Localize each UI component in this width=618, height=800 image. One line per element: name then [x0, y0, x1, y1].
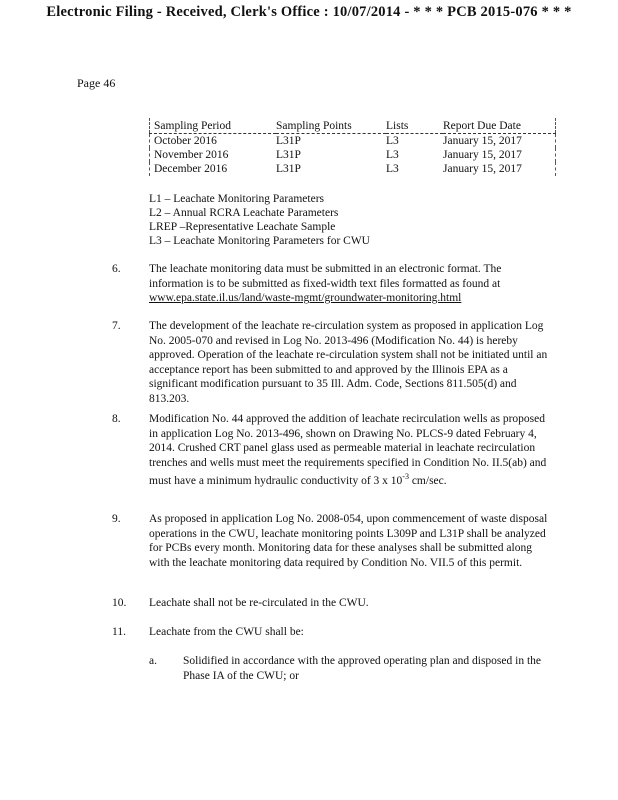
condition-number: 8.	[112, 413, 121, 425]
table-row	[150, 162, 556, 176]
column-header: Sampling Points	[276, 118, 386, 134]
legend-item: L2 – Annual RCRA Leachate Parameters	[149, 207, 339, 219]
condition-text	[149, 262, 549, 306]
subcondition-text: Solidified in accordance with the approved operating plan and disposed in the Phase IA of the CWU; or	[183, 655, 541, 682]
condition-tail: cm/sec.	[408, 475, 447, 488]
condition-body: The leachate monitoring data must be submitted in an electronic format. The information is to be submitted as fixed-width text files formatted as found at	[149, 263, 502, 290]
condition-number: 7.	[112, 320, 121, 332]
table-cell: L3	[386, 149, 399, 161]
parameter-legend	[149, 192, 370, 248]
column-header: Sampling Period	[150, 118, 277, 134]
column-header: Lists	[386, 118, 443, 134]
condition-text: Leachate from the CWU shall be:	[149, 626, 304, 638]
sampling-schedule-table	[149, 118, 556, 176]
table-cell: January 15, 2017	[443, 149, 522, 161]
table-cell: October 2016	[154, 135, 217, 147]
condition-body: Modification No. 44 approved the addition of leachate recirculation wells as proposed in application Log No. 2013-496, shown on Drawing No. PLCS-9 dated February 4, 2014. Crushed CRT panel glass used as permeable material in leachate recirculation trenches and wells must meet the requirements specified in Condition No. II.5(ab) and must have a minimum hydraulic conductivity of 3 x 10	[149, 413, 547, 488]
table-header-row	[150, 118, 556, 134]
table-cell: L31P	[276, 149, 301, 161]
table-cell: January 15, 2017	[443, 135, 522, 147]
condition-number: 11.	[112, 626, 126, 638]
table-cell: L3	[386, 163, 399, 175]
table-cell: November 2016	[154, 149, 229, 161]
exponent: -3	[402, 472, 409, 482]
legend-item: L3 – Leachate Monitoring Parameters for CWU	[149, 235, 370, 247]
condition-number: 10.	[112, 597, 127, 609]
column-header: Report Due Date	[443, 118, 556, 134]
condition-text: As proposed in application Log No. 2008-054, upon commencement of waste disposal operations in the CWU, leachate monitoring points L309P and L31P shall be analyzed for PCBs every month. Monitoring data for these analyses shall be submitted along with the leachate monitoring data required by Condition No. VII.5 of this permit.	[149, 513, 548, 569]
condition-number: 9.	[112, 513, 121, 525]
legend-item: LREP –Representative Leachate Sample	[149, 221, 336, 233]
page-number: Page 46	[77, 76, 116, 90]
table-cell: December 2016	[154, 163, 228, 175]
table-cell: January 15, 2017	[443, 163, 522, 175]
legend-item: L1 – Leachate Monitoring Parameters	[149, 193, 324, 205]
subcondition-letter: a.	[149, 655, 157, 667]
table-row	[150, 148, 556, 162]
table-cell: L31P	[276, 163, 301, 175]
filing-header: Electronic Filing - Received, Clerk's Office : 10/07/2014 - * * * PCB 2015-076 * * *	[46, 4, 572, 20]
condition-text: Leachate shall not be re-circulated in the CWU.	[149, 597, 369, 609]
table-cell: L31P	[276, 135, 301, 147]
table-row	[150, 134, 556, 149]
condition-text: The development of the leachate re-circulation system as proposed in application Log No. 2005-070 and revised in Log No. 2013-496 (Modification No. 44) is hereby approved. Operation of the leachate re-circulation system shall not be initiated until an acceptance report has been submitted to and approved by the Illinois EPA as a significant modification pursuant to 35 Ill. Adm. Code, Sections 811.505(d) and 813.203.	[149, 320, 548, 405]
monitoring-url-link[interactable]: www.epa.state.il.us/land/waste-mgmt/groundwater-monitoring.html	[149, 292, 462, 305]
table-cell: L3	[386, 135, 399, 147]
condition-text	[149, 412, 549, 489]
condition-number: 6.	[112, 263, 121, 275]
